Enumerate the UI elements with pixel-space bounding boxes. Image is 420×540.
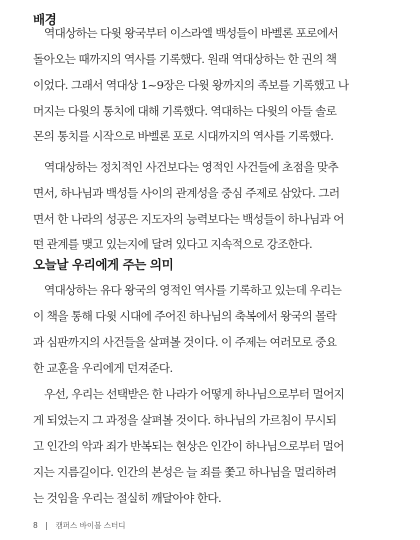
body-line: 우선, 우리는 선택받은 한 나라가 어떻게 하나님으로부터 멀어지	[44, 387, 345, 401]
body-line: 한 교훈을 우리에게 던져준다.	[33, 361, 173, 375]
body-line: 이 책을 통해 다윗 시대에 주어진 하나님의 축복에서 왕국의 몰락	[33, 309, 337, 323]
section-heading-background: 배경	[33, 12, 57, 27]
footer-divider	[46, 522, 47, 530]
book-title: 캠퍼스 바이블 스터디	[55, 521, 126, 530]
body-line: 역대상하는 다윗 왕국부터 이스라엘 백성들이 바벨론 포로에서	[44, 26, 339, 40]
body-line: 돌아오는 때까지의 역사를 기록했다. 원래 역대상하는 한 권의 책	[33, 52, 337, 66]
body-line: 지는 지름길이다. 인간의 본성은 늘 죄를 쫓고 하나님을 멀리하려	[33, 465, 337, 479]
section-heading-meaning: 오늘날 우리에게 주는 의미	[33, 257, 174, 272]
page-footer	[33, 520, 126, 531]
body-line: 머지는 다윗의 통치에 대해 기록했다. 역대하는 다윗의 아들 솔로	[33, 104, 337, 118]
body-line: 면서 한 나라의 성공은 지도자의 능력보다는 백성들이 하나님과 어	[33, 212, 344, 226]
page-number: 8	[33, 521, 38, 530]
body-line: 과 심판까지의 사건들을 살펴볼 것이다. 이 주제는 여러모로 중요	[33, 335, 337, 349]
body-line: 몬의 통치를 시작으로 바벨론 포로 시대까지의 역사를 기록했다.	[33, 129, 334, 143]
body-line: 역대상하는 정치적인 사건보다는 영적인 사건들에 초점을 맞추	[44, 160, 339, 174]
body-line: 면서, 하나님과 백성들 사이의 관계성을 중심 주제로 삼았다. 그러	[33, 186, 340, 200]
body-line: 는 것임을 우리는 절실히 깨달아야 한다.	[33, 491, 222, 505]
body-line: 고 인간의 악과 죄가 반복되는 현상은 인간이 하나님으로부터 멀어	[33, 439, 344, 453]
body-line: 역대상하는 유다 왕국의 영적인 역사를 기록하고 있는데 우리는	[44, 283, 342, 297]
body-line: 떤 관계를 맺고 있는지에 달려 있다고 지속적으로 강조한다.	[33, 237, 313, 251]
body-line: 게 되었는지 그 과정을 살펴볼 것이다. 하나님의 가르침이 무시되	[33, 413, 337, 427]
body-line: 이었다. 그래서 역대상 1~9장은 다윗 왕까지의 족보를 기록했고 나	[33, 78, 349, 92]
